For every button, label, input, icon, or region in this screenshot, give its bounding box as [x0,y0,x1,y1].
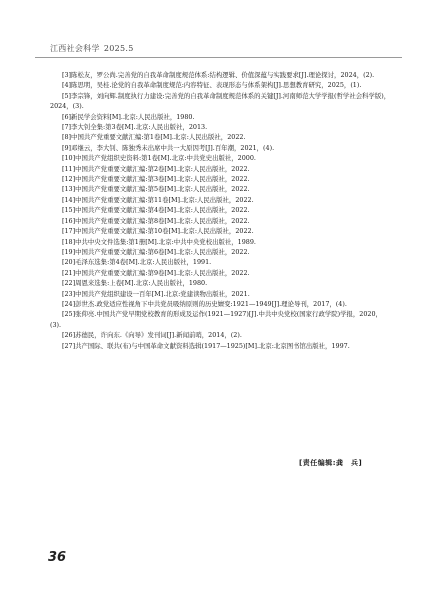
reference-item: [25]张仰亮.中国共产党早期党校教育的形成及运作(1921—1927)[J].中共中央党校(国家行政学院)学报，2020，(3). [50,310,382,329]
reference-item: [6]新民学会资料[M].北京:人民出版社，1980. [62,112,195,121]
reference-item: [13]中国共产党重要文献汇编:第5卷[M].北京:人民出版社，2022. [62,185,250,194]
reference-item: [9]邓继云，李大钊、陈独秀未出席中共一大原因考[J].百年潮，2021，(4). [62,143,275,152]
reference-item: [7]李大钊全集:第3卷[M].北京:人民出版社，2013. [62,123,208,132]
reference-item: [15]中国共产党重要文献汇编:第4卷[M].北京:人民出版社，2022. [62,206,250,215]
reference-item: [11]中国共产党重要文献汇编:第2卷[M].北京:人民出版社，2022. [62,164,250,173]
reference-item: [19]中国共产党重要文献汇编:第6卷[M].北京:人民出版社，2022. [62,247,250,256]
reference-item: [22]周恩来选集:上卷[M].北京:人民出版社，1980. [62,279,208,288]
reference-item: [20]毛泽东选集:第4卷[M].北京:人民出版社，1991. [62,258,212,267]
reference-item: [21]中国共产党重要文献汇编:第9卷[M].北京:人民出版社，2022. [62,268,250,277]
reference-item: [3]陈松友，罗公尚.完善党的自我革命制度规范体系:结构逻辑、价值深蕴与实践要求[J].理论探讨，2024，(2). [62,71,375,79]
responsible-editor: [责任编辑:龚 兵] [299,459,363,467]
reference-item: [5]李宗锋，刘向辉.制度执行力建设:完善党的自我革命制度规范体系的关键[J].河南师范大学学报(哲学社会科学版)，2024，(3). [50,91,391,111]
reference-item: [23]中国共产党组织建设一百年[M].北京:党建读物出版社，2021. [62,289,250,298]
reference-item: [16]中国共产党重要文献汇编:第8卷[M].北京:人民出版社，2022. [62,216,250,225]
reference-item: [17]中国共产党重要文献汇编:第10卷[M].北京:人民出版社，2022. [62,227,254,236]
reference-list [50,70,392,351]
reference-item: [26]苏德民，许向东.《向导》发刊词[J].新闻前哨，2014，(2). [62,331,242,340]
running-header [50,43,134,54]
reference-item: [4]陈思明，吴桂.论党的自我革命制度规范:内容特征、表现形态与体系架构[J].思想教育研究，2025，(1). [62,81,362,90]
reference-item: [8]中国共产党重要文献汇编:第1卷[M].北京:人民出版社，2022. [62,133,246,142]
reference-item: [24]彭世杰.政党适应性视角下中共党员吸纳原则的历史嬗变:1921—1949[J].理论导刊，2017，(4). [62,299,347,308]
header-divider [35,57,402,58]
page-number: 36 [48,550,67,565]
issue-number: 2025.5 [103,44,134,53]
journal-name: 江西社会科学 [50,44,100,53]
reference-item: [10]中国共产党组织史资料:第1卷[M].北京:中共党史出版社，2000. [62,154,256,163]
reference-item: [18]中共中央文件选集:第1册[M].北京:中共中央党校出版社，1989. [62,237,256,246]
reference-item: [27]共产国际、联共(布)与中国革命文献资料选辑(1917—1925)[M].北京:北京图书馆出版社，1997. [62,341,350,350]
reference-item: [14]中国共产党重要文献汇编:第11卷[M].北京:人民出版社，2022. [62,195,254,204]
reference-item: [12]中国共产党重要文献汇编:第3卷[M].北京:人民出版社，2022. [62,175,250,184]
